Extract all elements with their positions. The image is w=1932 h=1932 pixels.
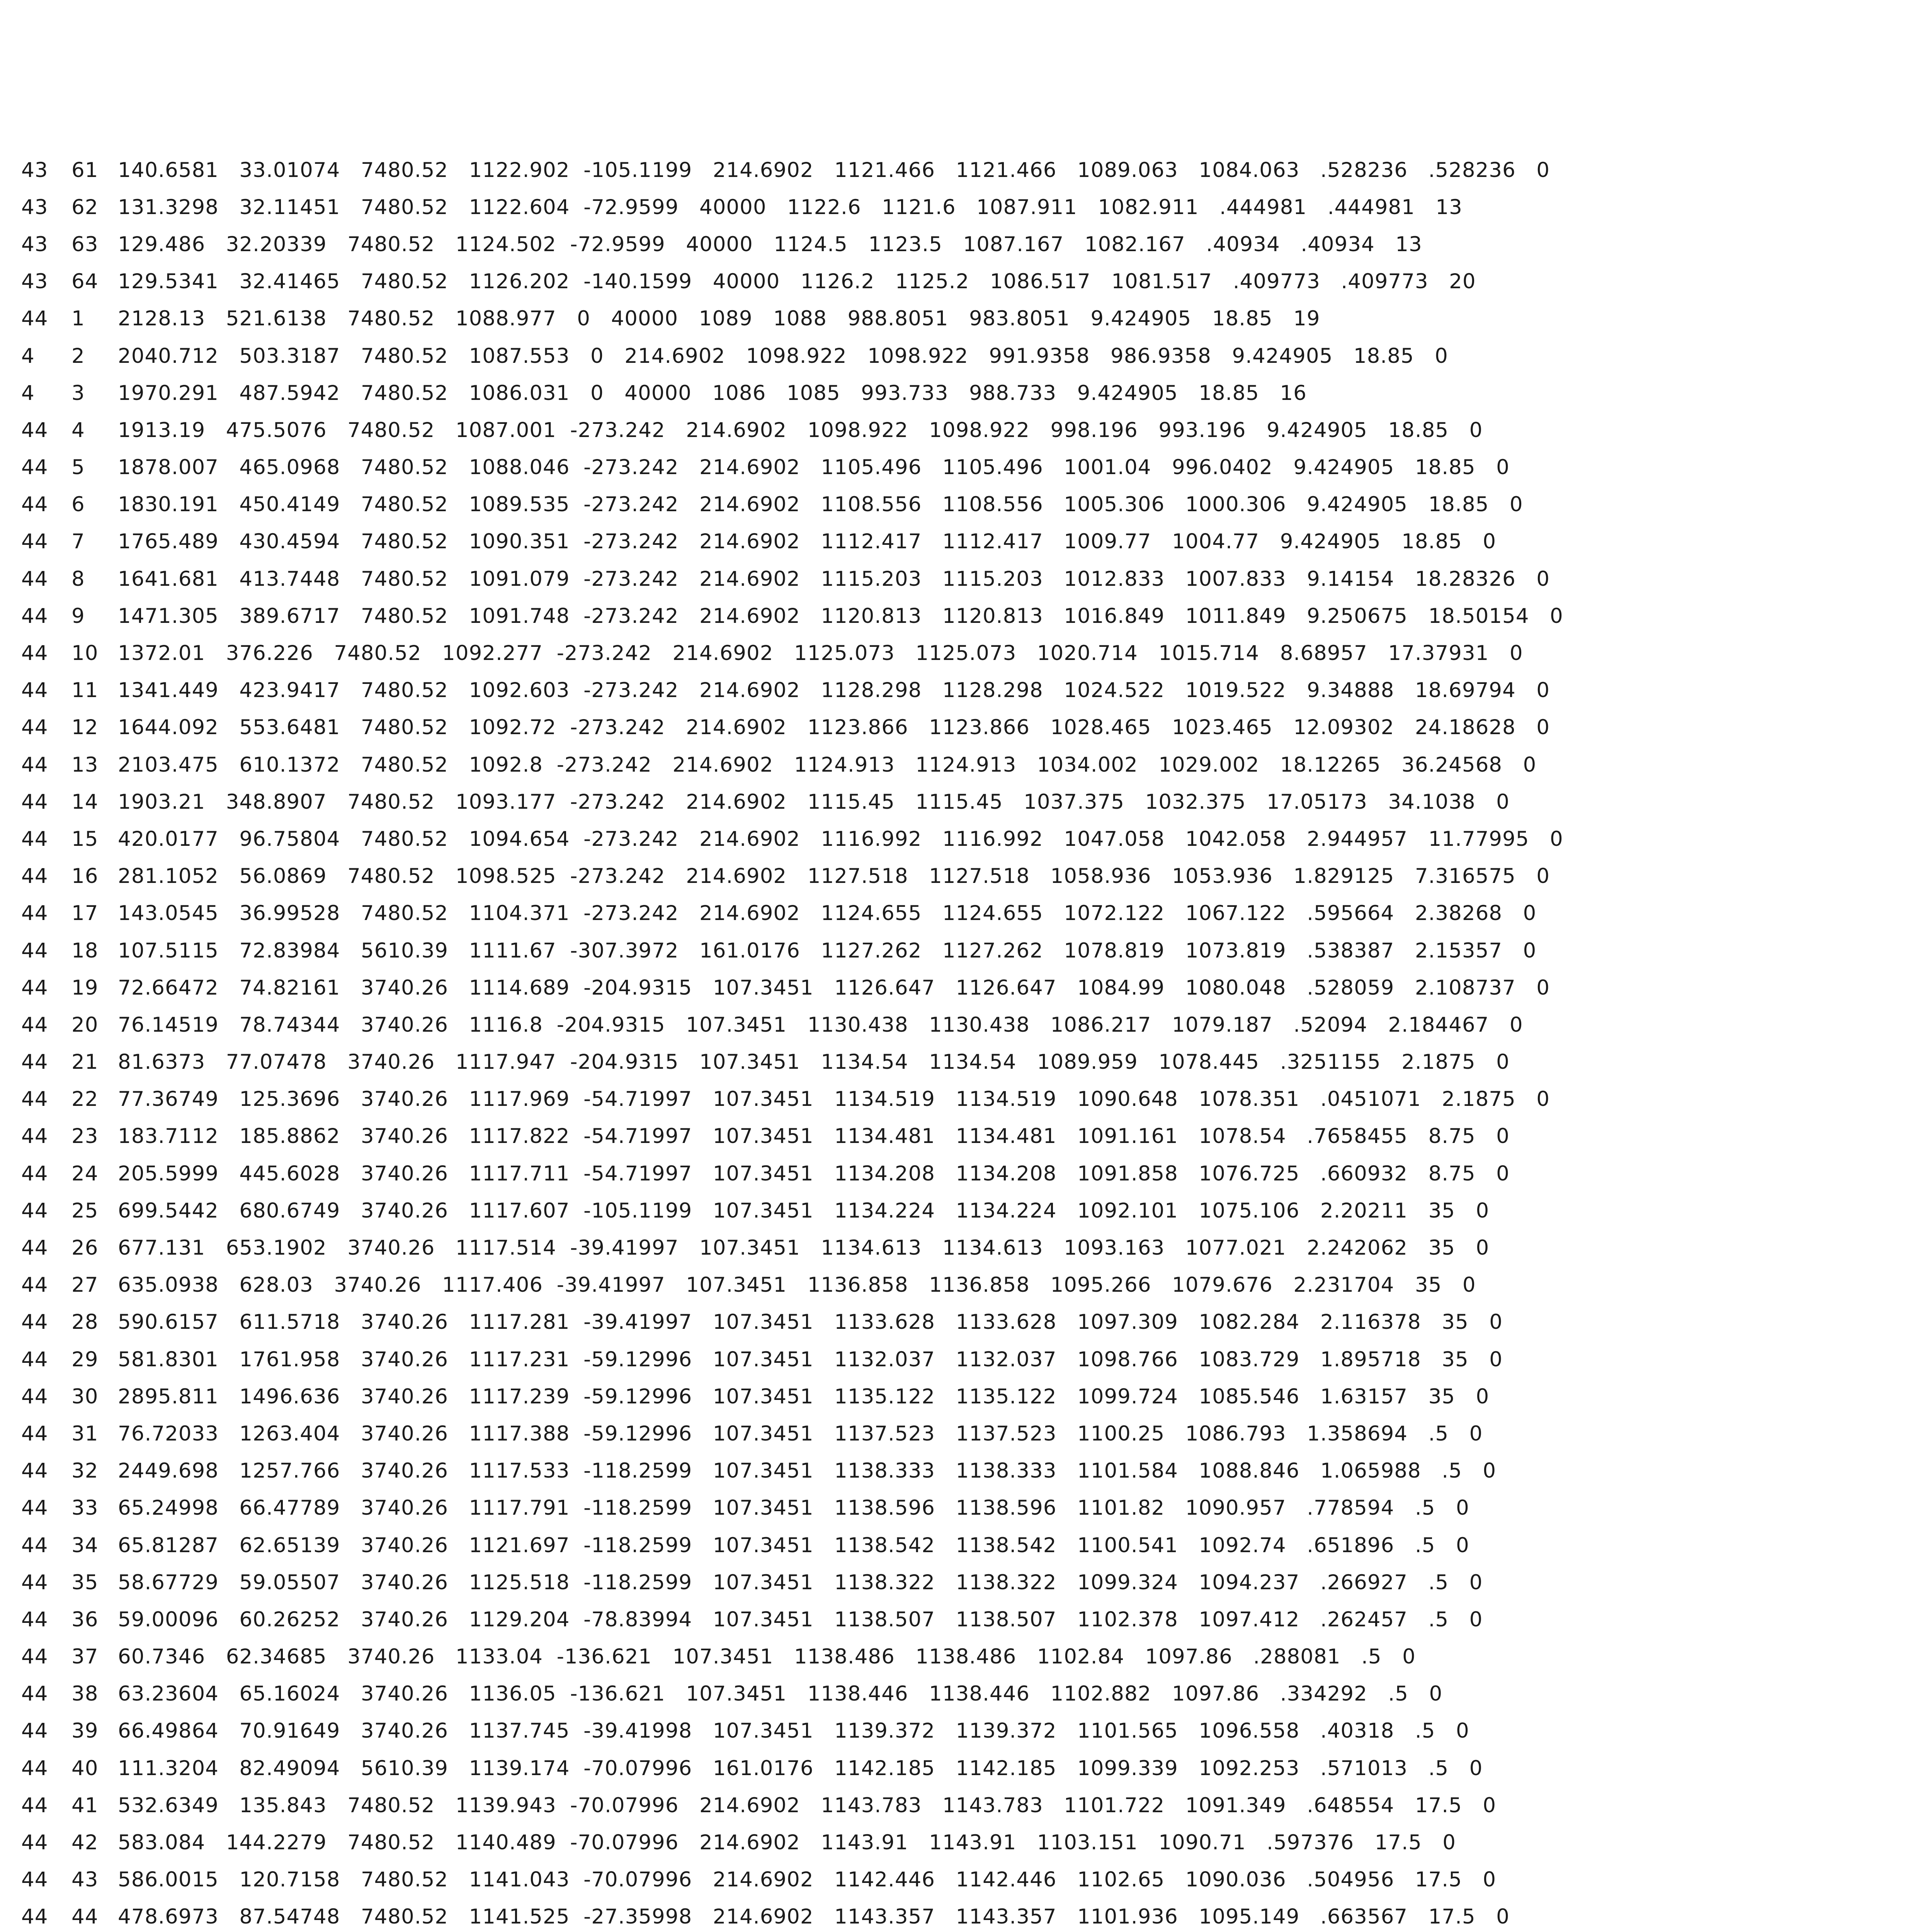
row-index: 7 [71,530,85,554]
row-group-id: 44 [21,1273,48,1297]
row-index: 31 [71,1422,99,1446]
row-index: 20 [71,1013,99,1037]
row-group-id: 44 [21,1682,48,1706]
table-row [21,1638,1932,1675]
row-values: 281.1052 56.0869 7480.52 1098.525 -273.242 214.6902 1127.518 1127.518 1058.936 1053.936 1.829125 7.316575 0 [118,864,1550,888]
row-group-id: 44 [21,716,48,740]
row-group-id: 43 [21,232,48,256]
row-index: 33 [71,1496,99,1520]
row-index: 32 [71,1459,99,1483]
row-group-id: 44 [21,1533,48,1557]
table-row [21,1787,1932,1824]
row-group-id: 44 [21,976,48,1000]
row-values: 2449.698 1257.766 3740.26 1117.533 -118.2599 107.3451 1138.333 1138.333 1101.584 1088.846 1.065988 .5 0 [118,1459,1497,1483]
row-values: 1471.305 389.6717 7480.52 1091.748 -273.242 214.6902 1120.813 1120.813 1016.849 1011.849 9.250675 18.50154 0 [118,604,1563,628]
table-row [21,226,1932,263]
row-group-id: 44 [21,1905,48,1929]
table-row [21,1081,1932,1118]
row-values: 1878.007 465.0968 7480.52 1088.046 -273.242 214.6902 1105.496 1105.496 1001.04 996.0402 9.424905 18.85 0 [118,456,1510,480]
row-values: 1641.681 413.7448 7480.52 1091.079 -273.242 214.6902 1115.203 1115.203 1012.833 1007.833 9.14154 18.28326 0 [118,567,1550,591]
row-values: 581.8301 1761.958 3740.26 1117.231 -59.12996 107.3451 1132.037 1132.037 1098.766 1083.729 1.895718 35 0 [118,1347,1503,1371]
row-values: 143.0545 36.99528 7480.52 1104.371 -273.242 214.6902 1124.655 1124.655 1072.122 1067.122 .595664 2.38268 0 [118,901,1537,925]
table-row [21,709,1932,746]
row-group-id: 44 [21,753,48,777]
table-row [21,820,1932,857]
row-values: 107.5115 72.83984 5610.39 1111.67 -307.3972 161.0176 1127.262 1127.262 1078.819 1073.819 .538387 2.15357 0 [118,939,1537,963]
row-group-id: 44 [21,1793,48,1817]
row-index: 29 [71,1347,99,1371]
row-index: 23 [71,1124,99,1148]
table-row [21,1267,1932,1304]
row-group-id: 44 [21,567,48,591]
row-index: 43 [71,1868,99,1892]
row-index: 14 [71,790,99,814]
row-group-id: 44 [21,1013,48,1037]
row-index: 9 [71,604,85,628]
row-group-id: 44 [21,1124,48,1148]
table-row [21,337,1932,374]
row-group-id: 44 [21,641,48,665]
row-group-id: 44 [21,1310,48,1334]
row-index: 4 [71,418,85,442]
row-index: 18 [71,939,99,963]
row-group-id: 44 [21,604,48,628]
row-group-id: 44 [21,1645,48,1669]
table-row [21,1118,1932,1155]
row-group-id: 44 [21,1496,48,1520]
table-row [21,895,1932,932]
row-index: 1 [71,307,85,331]
row-group-id: 44 [21,493,48,517]
row-values: 699.5442 680.6749 3740.26 1117.607 -105.1199 107.3451 1134.224 1134.224 1092.101 1075.106 2.20211 35 0 [118,1199,1490,1223]
table-row [21,1044,1932,1081]
row-index: 19 [71,976,99,1000]
row-group-id: 44 [21,1607,48,1631]
row-index: 22 [71,1087,99,1111]
row-group-id: 44 [21,1087,48,1111]
row-values: 1644.092 553.6481 7480.52 1092.72 -273.242 214.6902 1123.866 1123.866 1028.465 1023.465 12.09302 24.18628 0 [118,716,1550,740]
row-group-id: 44 [21,1347,48,1371]
row-values: 590.6157 611.5718 3740.26 1117.281 -39.41997 107.3451 1133.628 1133.628 1097.309 1082.284 2.116378 35 0 [118,1310,1503,1334]
row-values: 76.14519 78.74344 3740.26 1116.8 -204.9315 107.3451 1130.438 1130.438 1086.217 1079.187 .52094 2.184467 0 [118,1013,1523,1037]
row-group-id: 44 [21,790,48,814]
row-values: 65.81287 62.65139 3740.26 1121.697 -118.2599 107.3451 1138.542 1138.542 1100.541 1092.74 .651896 .5 0 [118,1533,1469,1557]
row-values: 205.5999 445.6028 3740.26 1117.711 -54.71997 107.3451 1134.208 1134.208 1091.858 1076.725 .660932 8.75 0 [118,1162,1510,1185]
row-index: 25 [71,1199,99,1223]
row-values: 1913.19 475.5076 7480.52 1087.001 -273.242 214.6902 1098.922 1098.922 998.196 993.196 9.424905 18.85 0 [118,418,1483,442]
row-values: 72.66472 74.82161 3740.26 1114.689 -204.9315 107.3451 1126.647 1126.647 1084.99 1080.048 .528059 2.108737 0 [118,976,1550,1000]
row-group-id: 43 [21,270,48,294]
row-values: 2040.712 503.3187 7480.52 1087.553 0 214.6902 1098.922 1098.922 991.9358 986.9358 9.424905 18.85 0 [118,344,1448,368]
row-index: 40 [71,1756,99,1780]
row-values: 1341.449 423.9417 7480.52 1092.603 -273.242 214.6902 1128.298 1128.298 1024.522 1019.522 9.34888 18.69794 0 [118,679,1550,702]
table-row [21,597,1932,634]
row-values: 129.486 32.20339 7480.52 1124.502 -72.9599 40000 1124.5 1123.5 1087.167 1082.167 .40934 .40934 13 [118,232,1422,256]
row-values: 65.24998 66.47789 3740.26 1117.791 -118.2599 107.3451 1138.596 1138.596 1101.82 1090.957 .778594 .5 0 [118,1496,1469,1520]
table-row [21,1713,1932,1750]
row-index: 44 [71,1905,99,1929]
table-row [21,374,1932,412]
table-row [21,1341,1932,1378]
row-group-id: 4 [21,381,35,405]
table-row [21,449,1932,486]
row-values: 635.0938 628.03 3740.26 1117.406 -39.41997 107.3451 1136.858 1136.858 1095.266 1079.676 2.231704 35 0 [118,1273,1476,1297]
table-row [21,1304,1932,1341]
row-index: 15 [71,827,99,851]
table-row [21,189,1932,226]
row-group-id: 43 [21,158,48,182]
row-group-id: 44 [21,418,48,442]
row-values: 2128.13 521.6138 7480.52 1088.977 0 40000 1089 1088 988.8051 983.8051 9.424905 18.85 19 [118,307,1320,331]
row-group-id: 43 [21,195,48,219]
table-row [21,300,1932,337]
row-index: 5 [71,456,85,480]
row-index: 6 [71,493,85,517]
row-values: 586.0015 120.7158 7480.52 1141.043 -70.07996 214.6902 1142.446 1142.446 1102.65 1090.036 .504956 17.5 0 [118,1868,1497,1892]
row-index: 11 [71,679,99,702]
table-row [21,560,1932,597]
row-values: 1830.191 450.4149 7480.52 1089.535 -273.242 214.6902 1108.556 1108.556 1005.306 1000.306 9.424905 18.85 0 [118,493,1523,517]
row-index: 37 [71,1645,99,1669]
table-row [21,1675,1932,1713]
row-values: 66.49864 70.91649 3740.26 1137.745 -39.41998 107.3451 1139.372 1139.372 1101.565 1096.558 .40318 .5 0 [118,1719,1469,1743]
row-values: 81.6373 77.07478 3740.26 1117.947 -204.9315 107.3451 1134.54 1134.54 1089.959 1078.445 .3251155 2.1875 0 [118,1050,1510,1074]
table-row [21,151,1932,189]
row-index: 16 [71,864,99,888]
row-values: 583.084 144.2279 7480.52 1140.489 -70.07996 214.6902 1143.91 1143.91 1103.151 1090.71 .597376 17.5 0 [118,1831,1456,1855]
row-values: 420.0177 96.75804 7480.52 1094.654 -273.242 214.6902 1116.992 1116.992 1047.058 1042.058 2.944957 11.77995 0 [118,827,1563,851]
row-values: 58.67729 59.05507 3740.26 1125.518 -118.2599 107.3451 1138.322 1138.322 1099.324 1094.237 .266927 .5 0 [118,1570,1483,1594]
row-values: 140.6581 33.01074 7480.52 1122.902 -105.1199 214.6902 1121.466 1121.466 1089.063 1084.063 .528236 .528236 0 [118,158,1550,182]
row-index: 30 [71,1384,99,1408]
row-group-id: 4 [21,344,35,368]
row-index: 17 [71,901,99,925]
row-index: 24 [71,1162,99,1185]
table-row [21,1490,1932,1527]
row-group-id: 44 [21,1236,48,1260]
table-row [21,523,1932,560]
data-table [21,151,1932,1932]
row-group-id: 44 [21,307,48,331]
row-group-id: 44 [21,456,48,480]
row-index: 42 [71,1831,99,1855]
row-values: 131.3298 32.11451 7480.52 1122.604 -72.9599 40000 1122.6 1121.6 1087.911 1082.911 .444981 .444981 13 [118,195,1463,219]
row-values: 2103.475 610.1372 7480.52 1092.8 -273.242 214.6902 1124.913 1124.913 1034.002 1029.002 18.12265 36.24568 0 [118,753,1537,777]
row-group-id: 44 [21,1868,48,1892]
row-group-id: 44 [21,1831,48,1855]
row-index: 39 [71,1719,99,1743]
row-values: 183.7112 185.8862 3740.26 1117.822 -54.71997 107.3451 1134.481 1134.481 1091.161 1078.54 .7658455 8.75 0 [118,1124,1510,1148]
table-row [21,412,1932,449]
row-index: 13 [71,753,99,777]
table-row [21,263,1932,300]
row-values: 76.72033 1263.404 3740.26 1117.388 -59.12996 107.3451 1137.523 1137.523 1100.25 1086.793 1.358694 .5 0 [118,1422,1483,1446]
row-values: 1970.291 487.5942 7480.52 1086.031 0 40000 1086 1085 993.733 988.733 9.424905 18.85 16 [118,381,1307,405]
row-index: 26 [71,1236,99,1260]
table-row [21,1750,1932,1787]
row-index: 62 [71,195,99,219]
row-group-id: 44 [21,827,48,851]
row-index: 10 [71,641,99,665]
table-row [21,486,1932,523]
row-group-id: 44 [21,1384,48,1408]
row-index: 38 [71,1682,99,1706]
row-index: 41 [71,1793,99,1817]
table-row [21,1861,1932,1898]
table-row [21,932,1932,969]
row-index: 64 [71,270,99,294]
row-index: 28 [71,1310,99,1334]
row-index: 8 [71,567,85,591]
table-row [21,1415,1932,1452]
row-values: 59.00096 60.26252 3740.26 1129.204 -78.83994 107.3451 1138.507 1138.507 1102.378 1097.412 .262457 .5 0 [118,1607,1483,1631]
table-row [21,1824,1932,1861]
row-index: 3 [71,381,85,405]
row-index: 36 [71,1607,99,1631]
row-values: 111.3204 82.49094 5610.39 1139.174 -70.07996 161.0176 1142.185 1142.185 1099.339 1092.253 .571013 .5 0 [118,1756,1483,1780]
table-row [21,1006,1932,1043]
table-row [21,1155,1932,1192]
table-row [21,783,1932,820]
table-row [21,634,1932,672]
row-index: 2 [71,344,85,368]
row-index: 63 [71,232,99,256]
table-row [21,969,1932,1006]
row-group-id: 44 [21,530,48,554]
table-row [21,1898,1932,1932]
table-row [21,1378,1932,1415]
table-row [21,1564,1932,1601]
table-row [21,1452,1932,1490]
row-values: 1765.489 430.4594 7480.52 1090.351 -273.242 214.6902 1112.417 1112.417 1009.77 1004.77 9.424905 18.85 0 [118,530,1497,554]
row-values: 677.131 653.1902 3740.26 1117.514 -39.41997 107.3451 1134.613 1134.613 1093.163 1077.021 2.242062 35 0 [118,1236,1490,1260]
row-values: 478.6973 87.54748 7480.52 1141.525 -27.35998 214.6902 1143.357 1143.357 1101.936 1095.149 .663567 17.5 0 [118,1905,1510,1929]
row-group-id: 44 [21,1050,48,1074]
row-index: 35 [71,1570,99,1594]
row-index: 12 [71,716,99,740]
row-index: 61 [71,158,99,182]
row-values: 532.6349 135.843 7480.52 1139.943 -70.07996 214.6902 1143.783 1143.783 1101.722 1091.349 .648554 17.5 0 [118,1793,1497,1817]
row-index: 34 [71,1533,99,1557]
row-group-id: 44 [21,1162,48,1185]
row-group-id: 44 [21,1570,48,1594]
row-group-id: 44 [21,1422,48,1446]
row-group-id: 44 [21,939,48,963]
row-index: 21 [71,1050,99,1074]
row-group-id: 44 [21,901,48,925]
table-row [21,1229,1932,1266]
table-row [21,746,1932,783]
row-values: 77.36749 125.3696 3740.26 1117.969 -54.71997 107.3451 1134.519 1134.519 1090.648 1078.351 .0451071 2.1875 0 [118,1087,1550,1111]
row-group-id: 44 [21,679,48,702]
row-values: 1372.01 376.226 7480.52 1092.277 -273.242 214.6902 1125.073 1125.073 1020.714 1015.714 8.68957 17.37931 0 [118,641,1523,665]
row-group-id: 44 [21,864,48,888]
row-values: 1903.21 348.8907 7480.52 1093.177 -273.242 214.6902 1115.45 1115.45 1037.375 1032.375 17.05173 34.1038 0 [118,790,1510,814]
row-index: 27 [71,1273,99,1297]
row-values: 2895.811 1496.636 3740.26 1117.239 -59.12996 107.3451 1135.122 1135.122 1099.724 1085.546 1.63157 35 0 [118,1384,1490,1408]
row-values: 60.7346 62.34685 3740.26 1133.04 -136.621 107.3451 1138.486 1138.486 1102.84 1097.86 .288081 .5 0 [118,1645,1416,1669]
row-group-id: 44 [21,1756,48,1780]
row-values: 129.5341 32.41465 7480.52 1126.202 -140.1599 40000 1126.2 1125.2 1086.517 1081.517 .409773 .409773 20 [118,270,1476,294]
row-group-id: 44 [21,1459,48,1483]
table-row [21,1527,1932,1564]
table-row [21,1192,1932,1229]
table-row [21,858,1932,895]
row-group-id: 44 [21,1199,48,1223]
row-values: 63.23604 65.16024 3740.26 1136.05 -136.621 107.3451 1138.446 1138.446 1102.882 1097.86 .334292 .5 0 [118,1682,1443,1706]
row-group-id: 44 [21,1719,48,1743]
table-row [21,672,1932,709]
table-row [21,1601,1932,1638]
